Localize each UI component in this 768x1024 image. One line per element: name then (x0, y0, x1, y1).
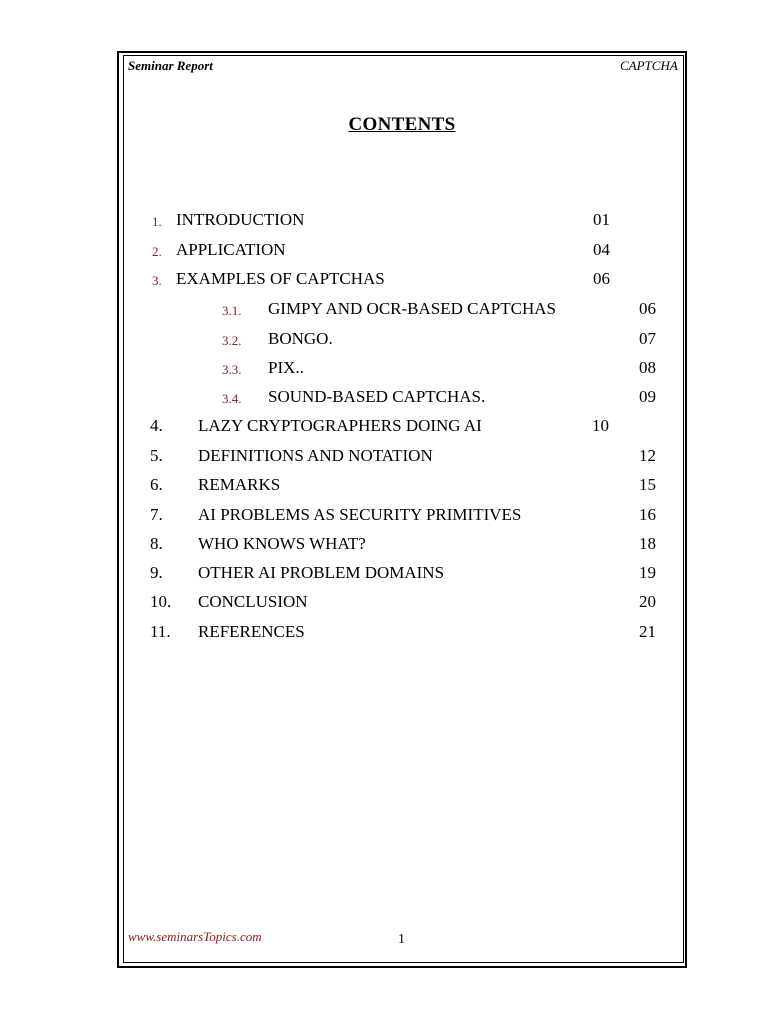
toc-entry-title: PIX.. (268, 358, 304, 377)
toc-entry-number: 3.1. (222, 303, 242, 318)
toc-entry-number: 1. (152, 214, 162, 229)
toc-entry-number: 5. (150, 446, 163, 465)
toc-entry-page: 12 (639, 446, 656, 465)
toc-entry-page: 04 (593, 240, 610, 259)
toc-entry-number: 6. (150, 475, 163, 494)
page-title: CONTENTS (348, 114, 456, 135)
toc-entry-page: 09 (639, 387, 656, 406)
toc-entry-number: 11. (150, 622, 171, 641)
toc-entry-page: 18 (639, 534, 656, 553)
toc-entry-title: REMARKS (198, 475, 281, 494)
toc-entry-title: SOUND-BASED CAPTCHAS. (268, 387, 486, 406)
toc-entry-title: BONGO. (268, 329, 333, 348)
toc-entry-number: 3. (152, 273, 162, 288)
toc-entry-page: 08 (639, 358, 656, 377)
toc-entry-number: 3.3. (222, 362, 242, 377)
toc-entry-page: 01 (593, 210, 610, 229)
toc-entry-title: INTRODUCTION (176, 210, 305, 229)
toc-entry-title: GIMPY AND OCR-BASED CAPTCHAS (268, 299, 556, 318)
toc-entry-title: OTHER AI PROBLEM DOMAINS (198, 563, 445, 582)
toc-entry-title: REFERENCES (198, 622, 305, 641)
toc-entry-number: 2. (152, 244, 162, 259)
toc-entry-page: 21 (639, 622, 656, 641)
toc-entry-page: 15 (639, 475, 656, 494)
toc-entry-title: LAZY CRYPTOGRAPHERS DOING AI (198, 416, 482, 435)
toc-entry-title: DEFINITIONS AND NOTATION (198, 446, 433, 465)
toc-entry-number: 4. (150, 416, 163, 435)
toc-entry-page: 06 (639, 299, 656, 318)
toc-entry-title: AI PROBLEMS AS SECURITY PRIMITIVES (198, 505, 522, 524)
toc-entry-number: 7. (150, 505, 163, 524)
toc-entry-title: WHO KNOWS WHAT? (198, 534, 366, 553)
toc-entry-number: 3.2. (222, 333, 242, 348)
toc-entry-page: 06 (593, 269, 610, 288)
toc-entry-page: 07 (639, 329, 656, 348)
footer-website-link[interactable]: www.seminarsTopics.com (128, 929, 262, 944)
toc-entry-number: 3.4. (222, 391, 242, 406)
header-report-label: Seminar Report (128, 58, 213, 73)
toc-entry-page: 16 (639, 505, 656, 524)
toc-entry-number: 8. (150, 534, 163, 553)
toc-entry-page: 20 (639, 592, 656, 611)
toc-entry-number: 9. (150, 563, 163, 582)
toc-entry-page: 10 (592, 416, 609, 435)
header-topic-label: CAPTCHA (620, 58, 678, 73)
toc-entry-title: CONCLUSION (198, 592, 308, 611)
toc-entry-title: APPLICATION (176, 240, 286, 259)
toc-entry-number: 10. (150, 592, 172, 611)
toc-entry-title: EXAMPLES OF CAPTCHAS (176, 269, 385, 288)
page-number: 1 (398, 932, 405, 947)
toc-entry-page: 19 (639, 563, 656, 582)
